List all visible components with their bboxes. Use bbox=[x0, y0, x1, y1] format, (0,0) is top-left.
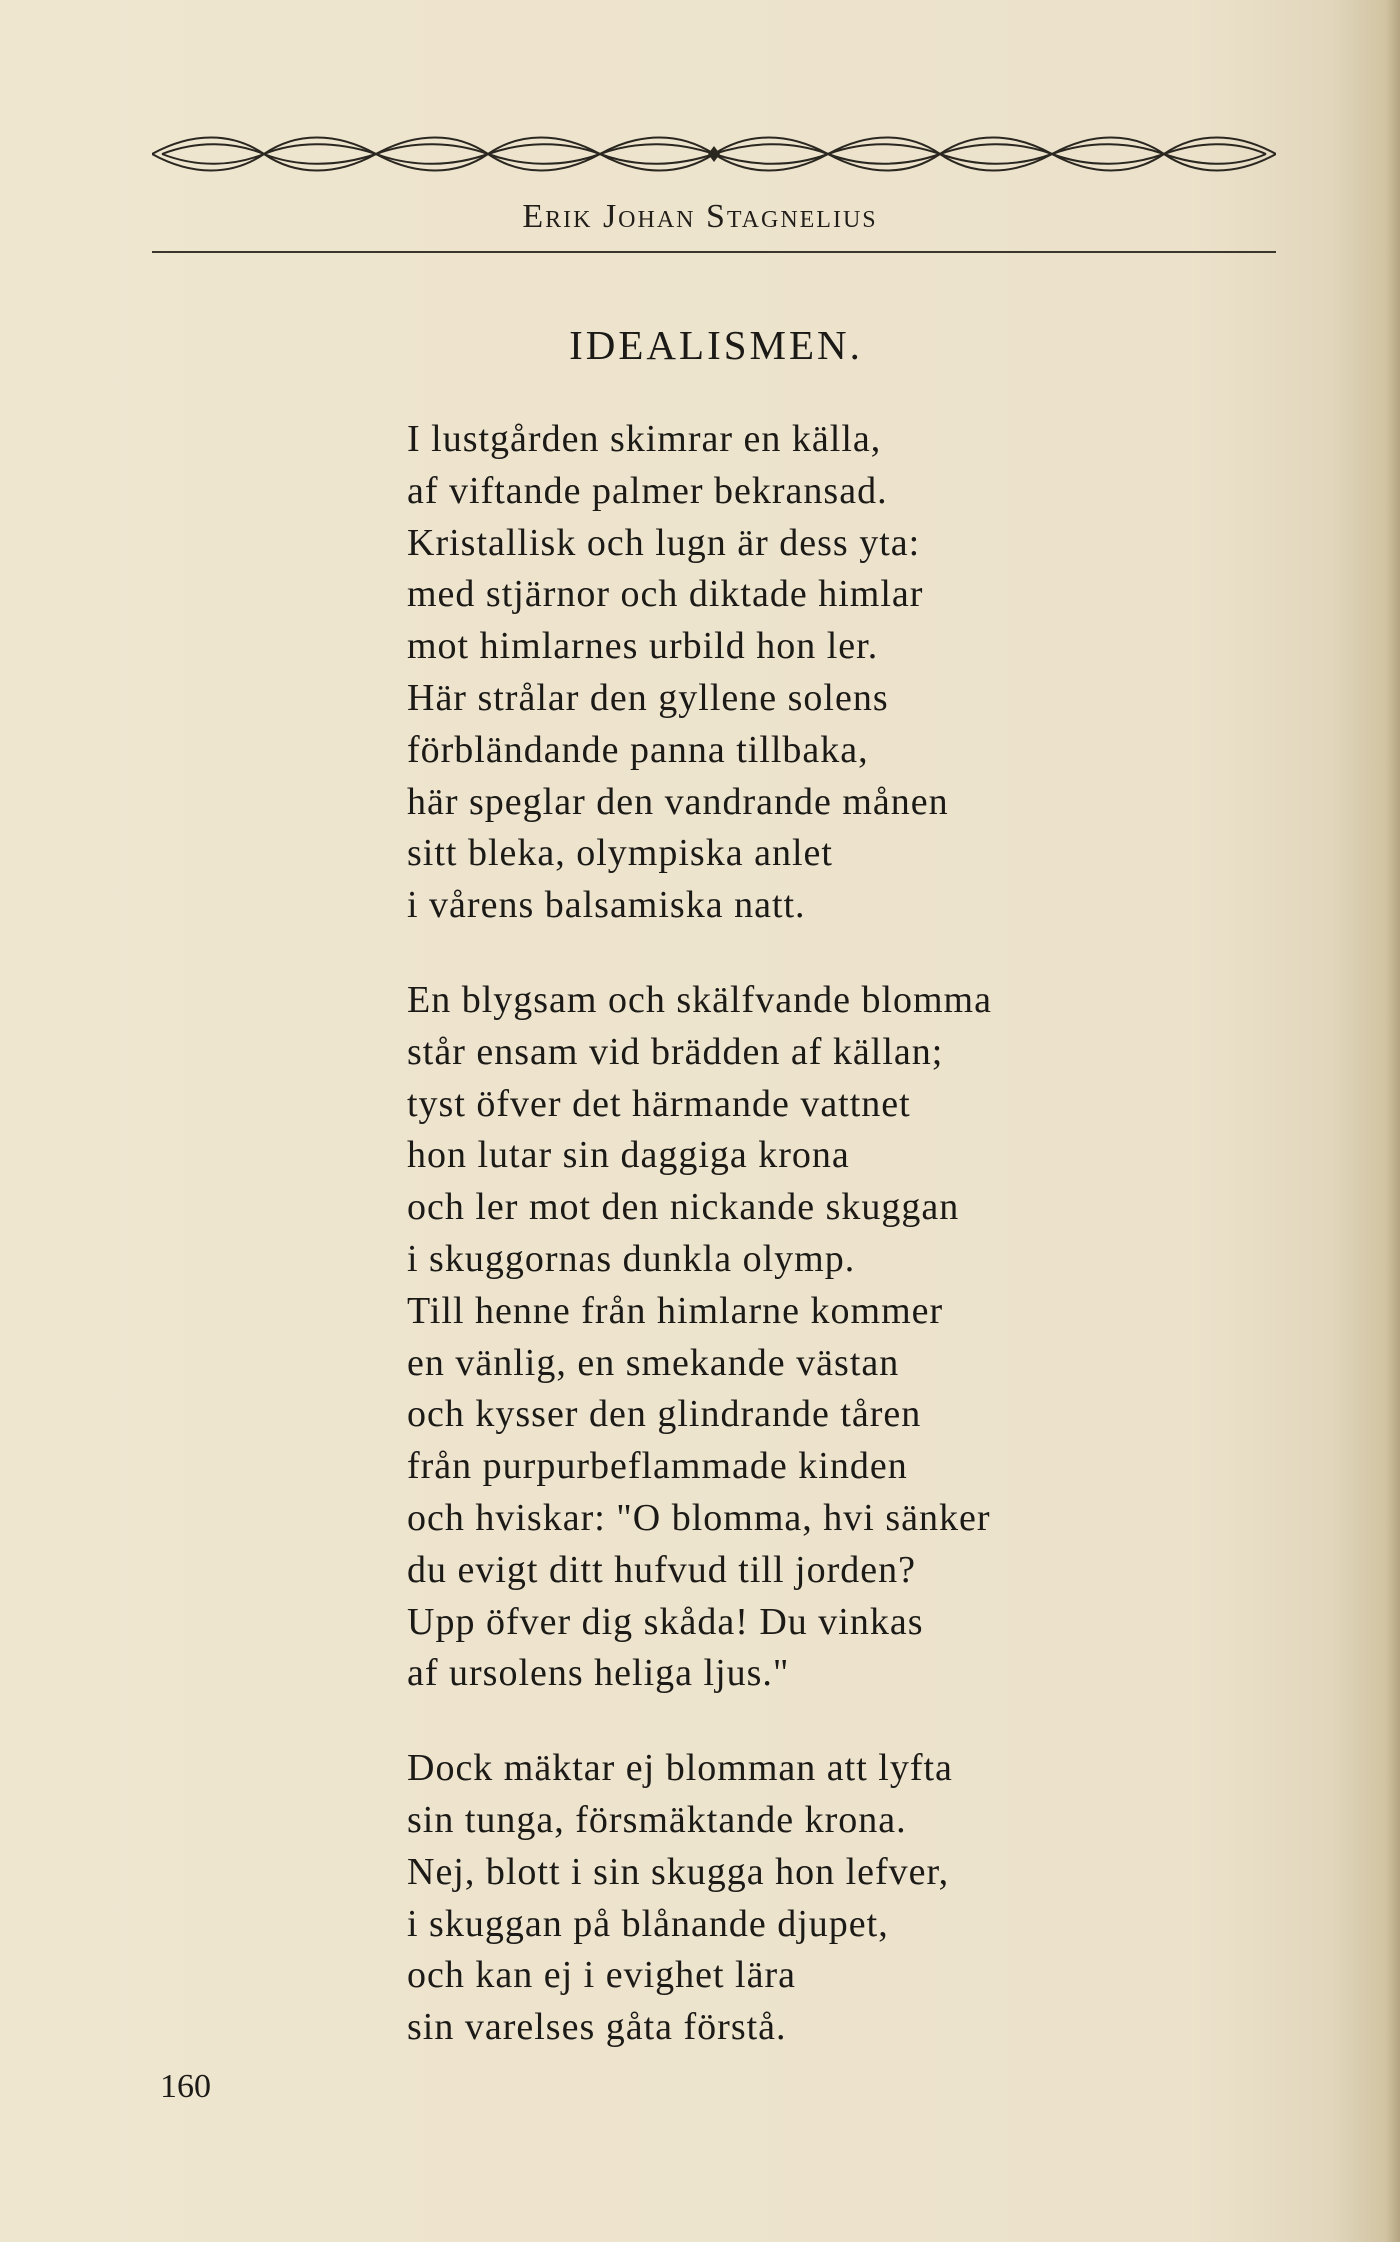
verse-line: Nej, blott i sin skugga hon lefver, bbox=[407, 1850, 950, 1893]
verse-line: förbländande panna tillbaka, bbox=[407, 728, 869, 771]
verse-line: du evigt ditt hufvud till jorden? bbox=[407, 1548, 916, 1591]
stanza-3 bbox=[407, 1743, 1167, 2054]
verse-line: mot himlarnes urbild hon ler. bbox=[407, 625, 879, 668]
stanza-1 bbox=[407, 414, 1167, 932]
verse-line: Till henne från himlarne kommer bbox=[407, 1289, 944, 1332]
verse-line: i vårens balsamiska natt. bbox=[407, 884, 806, 927]
poem-title: IDEALISMEN. bbox=[569, 322, 863, 368]
verse-line: och hviskar: "O blomma, hvi sänker bbox=[407, 1496, 991, 1539]
verse-line: och ler mot den nickande skuggan bbox=[407, 1186, 960, 1229]
verse-line: Kristallisk och lugn är dess yta: bbox=[407, 521, 921, 564]
verse-line: från purpurbeflammade kinden bbox=[407, 1445, 908, 1488]
verse-line: och kysser den glindrande tåren bbox=[407, 1393, 922, 1436]
verse-line: sin tunga, försmäktande krona. bbox=[407, 1798, 907, 1841]
verse-line: här speglar den vandrande månen bbox=[407, 780, 949, 823]
verse-line: i skuggan på blånande djupet, bbox=[407, 1902, 889, 1945]
header-ornament bbox=[152, 128, 1276, 180]
verse-line: af viftande palmer bekransad. bbox=[407, 469, 888, 512]
verse-line: En blygsam och skälfvande blomma bbox=[407, 978, 992, 1021]
verse-line: står ensam vid brädden af källan; bbox=[407, 1030, 944, 1073]
verse-line: Upp öfver dig skåda! Du vinkas bbox=[407, 1600, 924, 1643]
verse-line: och kan ej i evighet lära bbox=[407, 1954, 797, 1997]
verse-line: af ursolens heliga ljus." bbox=[407, 1652, 790, 1695]
verse-line: en vänlig, en smekande västan bbox=[407, 1341, 900, 1384]
verse-line: Dock mäktar ej blomman att lyfta bbox=[407, 1747, 953, 1790]
verse-line: i skuggornas dunkla olymp. bbox=[407, 1237, 856, 1280]
verse-line: hon lutar sin daggiga krona bbox=[407, 1134, 850, 1177]
page-number: 160 bbox=[160, 2068, 211, 2105]
running-head: Erik Johan Stagnelius bbox=[522, 198, 878, 235]
verse-line: sin varelses gåta förstå. bbox=[407, 2006, 787, 2049]
verse-line: sitt bleka, olympiska anlet bbox=[407, 832, 833, 875]
verse-line: I lustgården skimrar en källa, bbox=[407, 418, 882, 460]
verse-line: med stjärnor och diktade himlar bbox=[407, 573, 924, 616]
poem-body bbox=[407, 414, 1167, 2054]
stanza-2 bbox=[407, 975, 1167, 1700]
header-rule bbox=[152, 251, 1276, 253]
verse-line: tyst öfver det härmande vattnet bbox=[407, 1082, 911, 1125]
verse-line: Här strålar den gyllene solens bbox=[407, 676, 889, 719]
